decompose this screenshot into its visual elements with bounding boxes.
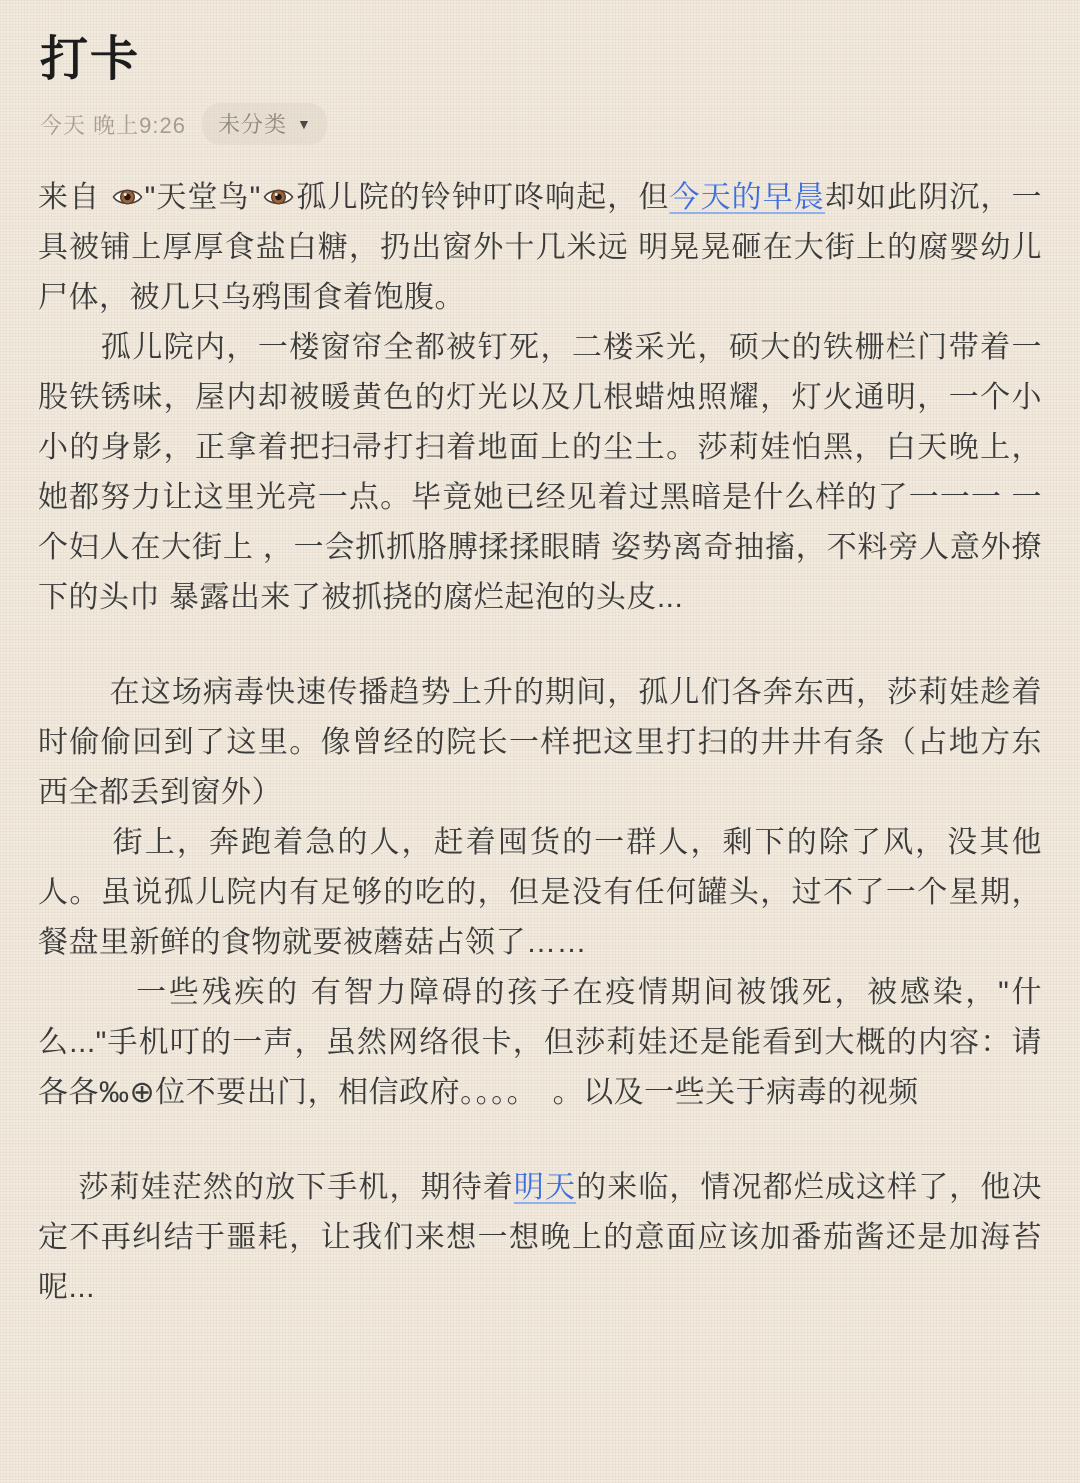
paragraph bbox=[38, 1163, 1042, 1313]
note-timestamp: 今天 晚上9:26 bbox=[40, 112, 186, 138]
paragraph bbox=[38, 173, 1042, 323]
eye-icon bbox=[262, 185, 295, 209]
body-text: 孤儿院内，一楼窗帘全都被钉死，二楼采光，硕大的铁栅栏门带着一股铁锈味，屋内却被暖黄色的灯光以及几根蜡烛照耀，灯火通明，一个小小的身影，正拿着把扫帚打扫着地面上的尘土。莎莉娃怕黑，白天晚上，她都努力让这里光亮一点。毕竟她已经见着过黑暗是什么样的了一一一 一个妇人在大街上 ，一会抓抓胳膊揉揉眼睛 姿势离奇抽搐，不料旁人意外撩下的头巾 暴露出来了被抓挠的腐烂起泡的头皮... bbox=[38, 331, 1042, 615]
category-label: 未分类 bbox=[217, 112, 287, 138]
paragraph bbox=[38, 818, 1042, 968]
note-body bbox=[38, 173, 1042, 1313]
inline-link[interactable]: 明天 bbox=[513, 1171, 577, 1205]
note-meta-row bbox=[40, 103, 1042, 145]
body-text: 来自 bbox=[38, 181, 110, 215]
inline-link[interactable]: 今天的早晨 bbox=[669, 181, 825, 215]
paragraph bbox=[38, 323, 1042, 623]
paragraph bbox=[38, 968, 1042, 1118]
chevron-down-icon[interactable]: ▼ bbox=[296, 115, 311, 132]
body-text: 孤儿院的铃钟叮咚响起，但 bbox=[295, 181, 670, 215]
body-text: 莎莉娃茫然的放下手机，期待着 bbox=[38, 1171, 514, 1205]
body-text: 的来临，情况都烂成这样了，他决定不再纠结于噩耗，让我们来想一想晚上的意面应该加番茄酱还是加海苔呢... bbox=[38, 1171, 1043, 1305]
category-pill[interactable] bbox=[202, 103, 327, 145]
body-text: "天堂鸟" bbox=[144, 181, 261, 215]
eye-icon bbox=[111, 185, 144, 209]
blank-line bbox=[38, 1118, 1042, 1163]
body-text: 却如此阴沉，一具被铺上厚厚食盐白糖，扔出窗外十几米远 明晃晃砸在大街上的腐婴幼儿尸体，被几只乌鸦围食着饱腹。 bbox=[38, 181, 1043, 315]
paragraph bbox=[38, 668, 1042, 818]
blank-line bbox=[38, 623, 1042, 668]
body-text: 一些残疾的 有智力障碍的孩子在疫情期间被饿死，被感染，"什么..."手机叮的一声，虽然网络很卡，但莎莉娃还是能看到大概的内容：请各各‰⊕位不要出门，相信政府。。。。 。以及一些关于病毒的视频 bbox=[38, 976, 1042, 1110]
note-title: 打卡 bbox=[40, 33, 141, 86]
body-text: 在这场病毒快速传播趋势上升的期间，孤儿们各奔东西，莎莉娃趁着时偷偷回到了这里。像曾经的院长一样把这里打扫的井井有条（占地方东西全都丢到窗外） bbox=[38, 676, 1042, 810]
body-text: 街上，奔跑着急的人，赶着囤货的一群人，剩下的除了风，没其他人。虽说孤儿院内有足够的吃的，但是没有任何罐头，过不了一个星期，餐盘里新鲜的食物就要被蘑菇占领了…… bbox=[38, 826, 1042, 960]
